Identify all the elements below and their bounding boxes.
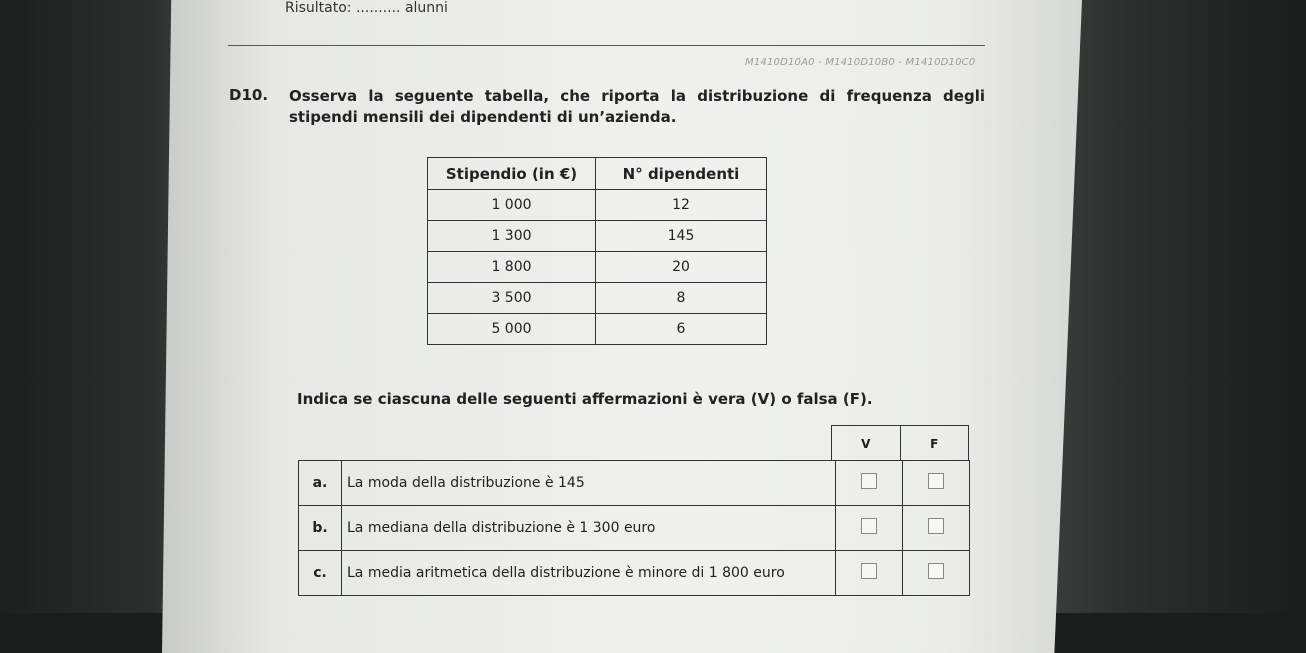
checkbox-false-b[interactable] xyxy=(928,518,944,534)
frequency-table xyxy=(427,157,767,345)
checkbox-true-c[interactable] xyxy=(861,563,877,579)
salary-cell: 1 000 xyxy=(428,190,596,221)
salary-cell: 1 300 xyxy=(428,221,596,252)
table-row xyxy=(428,221,767,252)
item-codes: M1410D10A0 - M1410D10B0 - M1410D10C0 xyxy=(745,57,976,68)
statement-text: La mediana della distribuzione è 1 300 euro xyxy=(342,506,836,551)
table-row xyxy=(428,252,767,283)
checkbox-true-b[interactable] xyxy=(861,518,877,534)
header-salary: Stipendio (in €) xyxy=(428,158,596,190)
statement-row xyxy=(299,506,970,551)
result-line xyxy=(285,0,448,16)
salary-cell: 1 800 xyxy=(428,252,596,283)
table-row xyxy=(428,314,767,345)
checkbox-false-c[interactable] xyxy=(928,563,944,579)
column-true: V xyxy=(832,426,901,461)
table-header-row xyxy=(428,158,767,190)
result-blank: .......... xyxy=(355,0,401,16)
statement-text: La moda della distribuzione è 145 xyxy=(342,461,836,506)
employees-cell: 12 xyxy=(596,190,767,221)
statement-label: c. xyxy=(299,551,342,596)
employees-cell: 20 xyxy=(596,252,767,283)
question-number: D10. xyxy=(229,86,269,104)
employees-cell: 145 xyxy=(596,221,767,252)
result-label: Risultato: xyxy=(285,0,352,16)
header-employees: N° dipendenti xyxy=(596,158,767,190)
table-row xyxy=(428,190,767,221)
salary-cell: 3 500 xyxy=(428,283,596,314)
instruction-text: Indica se ciascuna delle seguenti affermazioni è vera (V) o falsa (F). xyxy=(297,390,873,408)
background-right xyxy=(1046,0,1306,653)
employees-cell: 8 xyxy=(596,283,767,314)
statement-label: b. xyxy=(299,506,342,551)
statements-table xyxy=(298,460,970,596)
question-text: Osserva la seguente tabella, che riporta la distribuzione di frequenza degli stipendi mensili dei dipendenti di un’azienda. xyxy=(289,87,985,126)
salary-cell: 5 000 xyxy=(428,314,596,345)
column-false: F xyxy=(930,436,939,451)
statement-label: a. xyxy=(299,461,342,506)
statement-row xyxy=(299,461,970,506)
checkbox-false-a[interactable] xyxy=(928,473,944,489)
result-unit: alunni xyxy=(404,0,448,16)
table-row xyxy=(428,283,767,314)
statement-row xyxy=(299,551,970,596)
statement-text: La media aritmetica della distribuzione è minore di 1 800 euro xyxy=(342,551,836,596)
checkbox-true-a[interactable] xyxy=(861,473,877,489)
divider-line xyxy=(228,45,985,46)
true-false-header xyxy=(831,425,969,461)
employees-cell: 6 xyxy=(596,314,767,345)
